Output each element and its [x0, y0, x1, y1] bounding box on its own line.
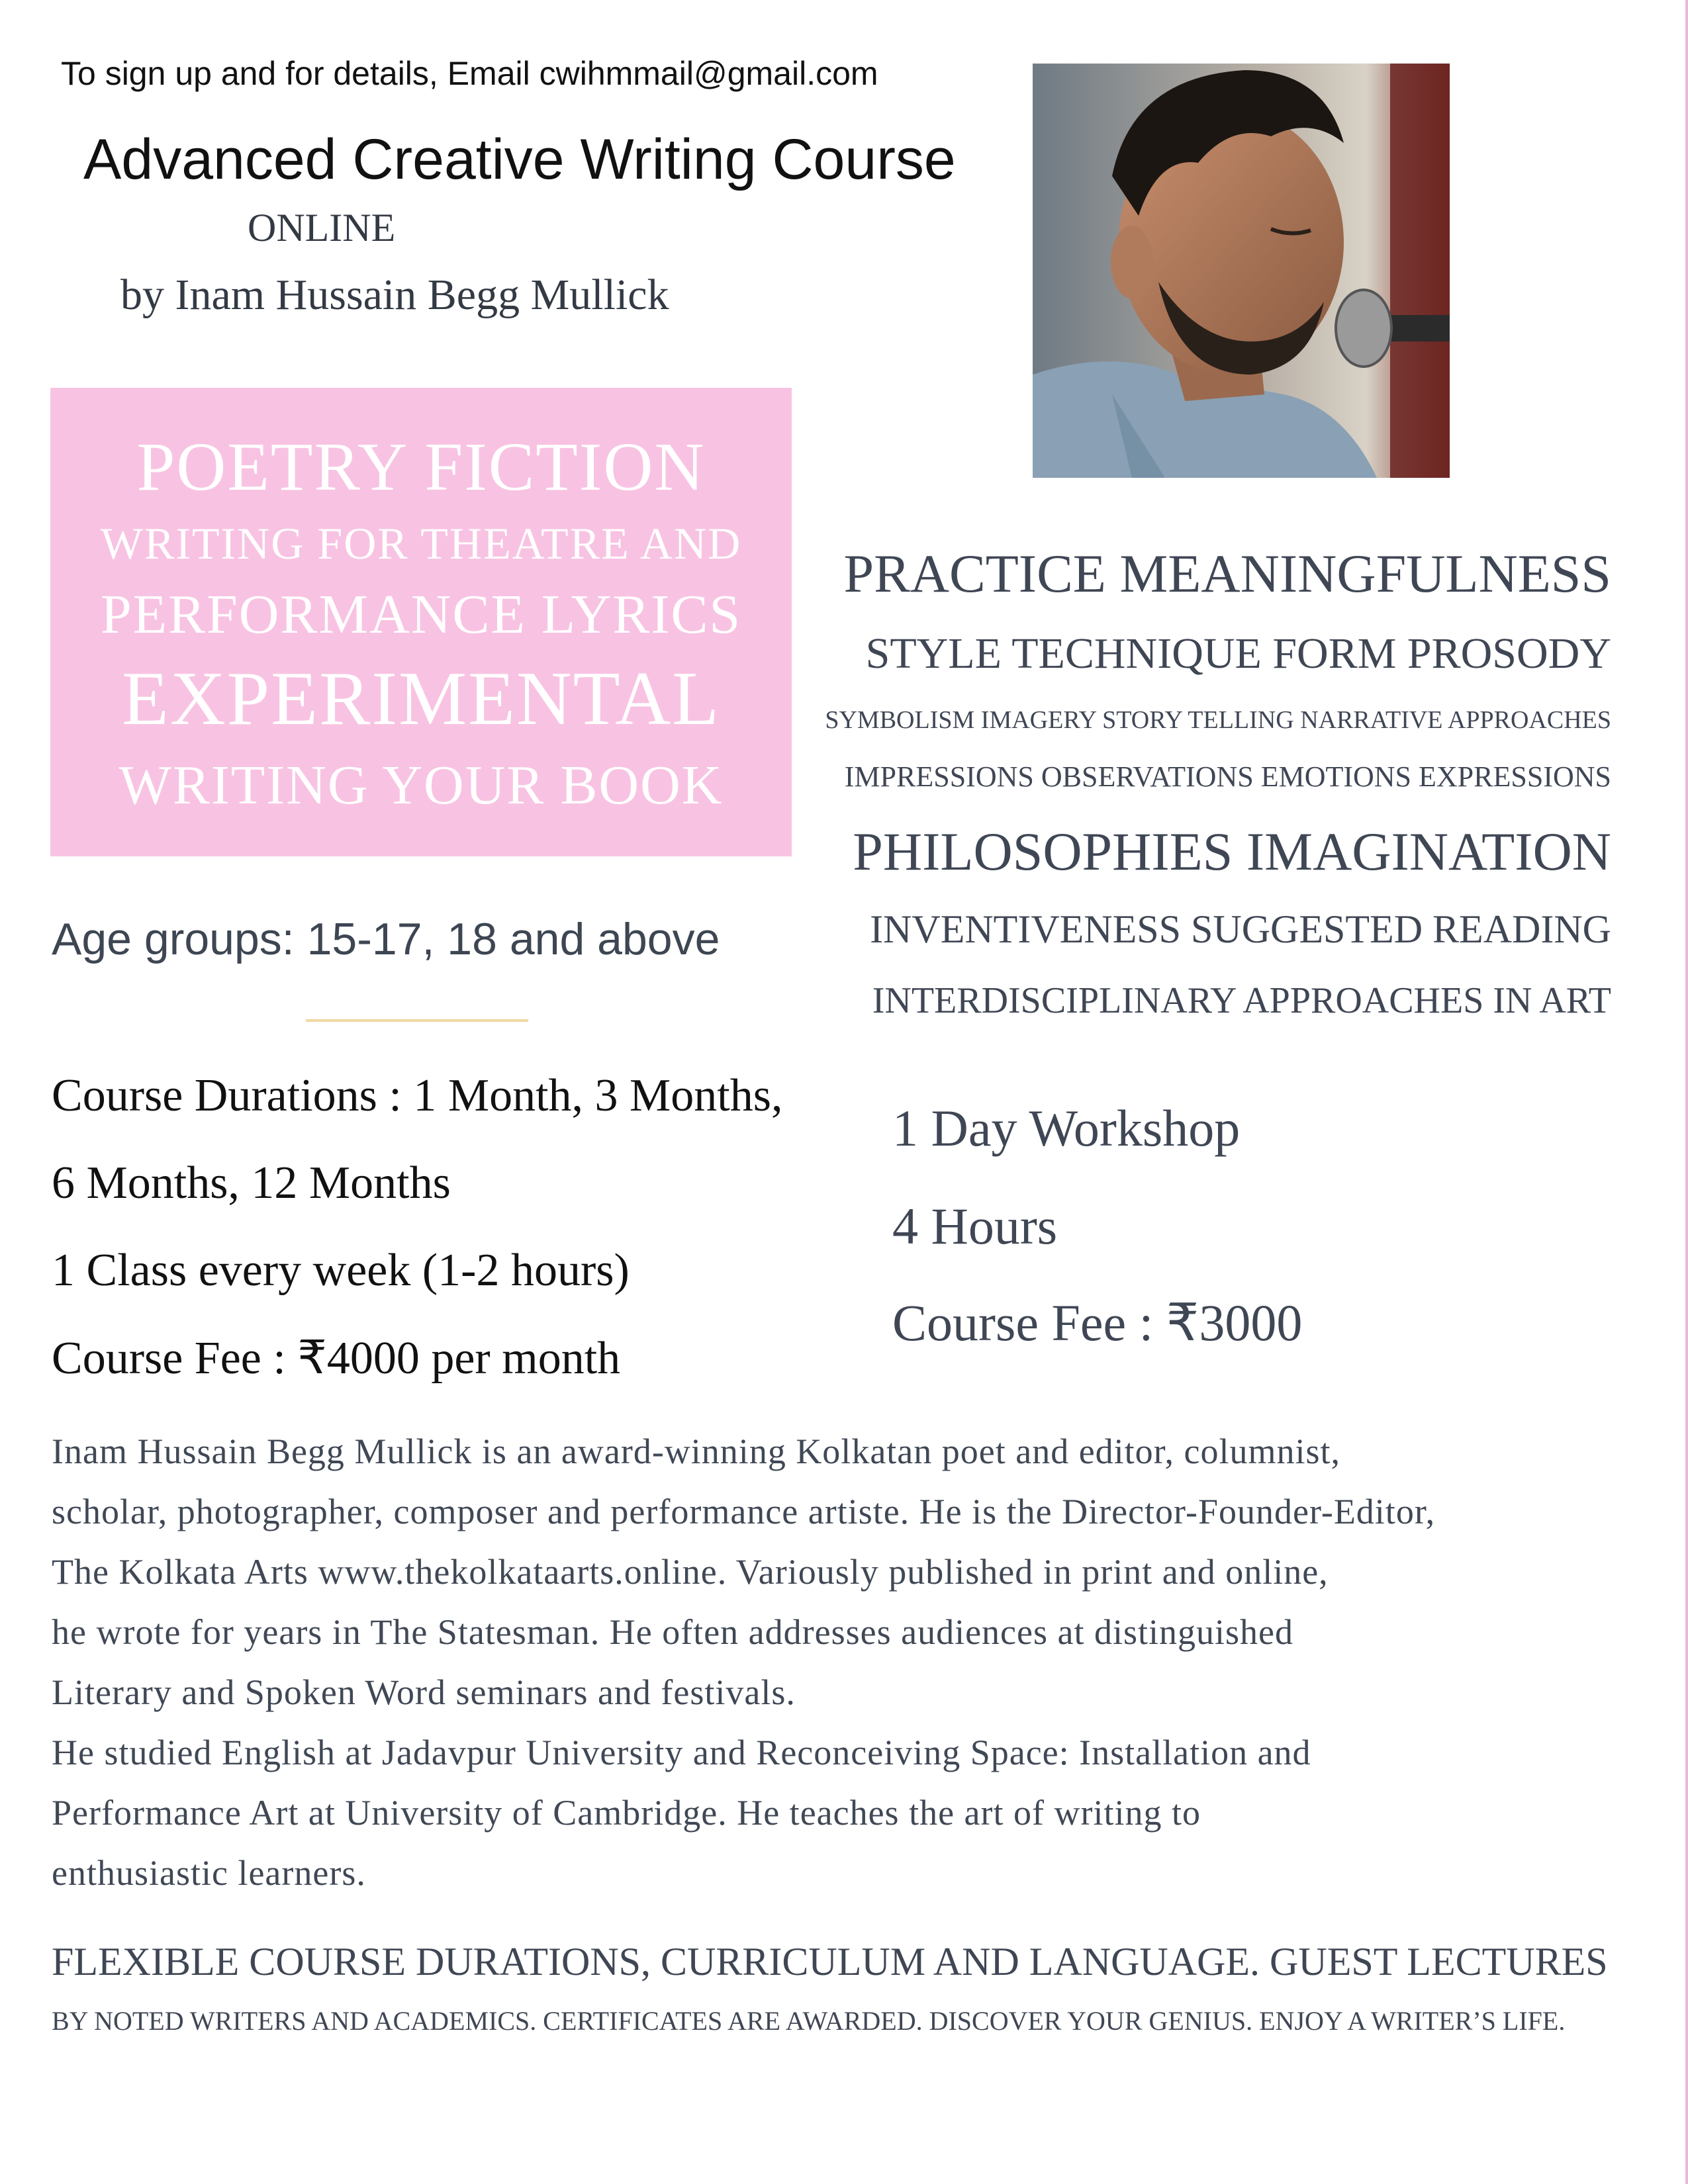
topic-line: IMPRESSIONS OBSERVATIONS EMOTIONS EXPRESSIONS	[844, 760, 1611, 793]
course-durations: Course Durations : 1 Month, 3 Months,	[52, 1070, 783, 1121]
course-fee: Course Fee : ₹4000 per month	[52, 1333, 621, 1384]
page-edge-line	[1685, 0, 1688, 2184]
genres-line: WRITING YOUR BOOK	[118, 754, 724, 816]
genres-line: PERFORMANCE LYRICS	[100, 584, 742, 645]
divider	[306, 1019, 528, 1022]
mode-label: ONLINE	[248, 206, 396, 250]
bio-line: scholar, photographer, composer and performance artiste. He is the Director-Founder-Editor,	[52, 1492, 1436, 1531]
footer-line: FLEXIBLE COURSE DURATIONS, CURRICULUM AND LANGUAGE. GUEST LECTURES	[52, 1940, 1608, 1983]
author-byline: by Inam Hussain Begg Mullick	[120, 271, 669, 319]
workshop-title: 1 Day Workshop	[892, 1099, 1241, 1157]
bio-line: Performance Art at University of Cambridge. He teaches the art of writing to	[52, 1793, 1201, 1833]
signup-text: To sign up and for details, Email cwihmmail@gmail.com	[61, 55, 878, 92]
topic-line: INVENTIVENESS SUGGESTED READING	[870, 907, 1611, 951]
bio-line: Inam Hussain Begg Mullick is an award-winning Kolkatan poet and editor, columnist,	[52, 1432, 1340, 1471]
footer-line: BY NOTED WRITERS AND ACADEMICS. CERTIFICATES ARE AWARDED. DISCOVER YOUR GENIUS. ENJOY A WRITER’S LIFE.	[52, 2006, 1566, 2036]
bio-line: he wrote for years in The Statesman. He often addresses audiences at distinguished	[52, 1612, 1293, 1652]
course-classes: 1 Class every week (1-2 hours)	[52, 1245, 630, 1296]
genres-box	[50, 388, 792, 856]
author-bio	[52, 1422, 1680, 1903]
workshop-hours: 4 Hours	[892, 1197, 1058, 1255]
author-photo	[1033, 64, 1450, 478]
bio-line: The Kolkata Arts www.thekolkataarts.online. Variously published in print and online,	[52, 1552, 1329, 1592]
genres-line: EXPERIMENTAL	[122, 657, 720, 741]
age-groups: Age groups: 15-17, 18 and above	[52, 914, 720, 964]
topic-line: SYMBOLISM IMAGERY STORY TELLING NARRATIVE APPROACHES	[825, 706, 1611, 734]
topic-line: PHILOSOPHIES IMAGINATION	[853, 821, 1611, 882]
page-title: Advanced Creative Writing Course	[83, 128, 956, 191]
topic-line: INTERDISCIPLINARY APPROACHES IN ART	[872, 980, 1611, 1021]
genres-line: POETRY FICTION	[136, 429, 706, 505]
bio-line: Literary and Spoken Word seminars and festivals.	[52, 1672, 796, 1712]
bio-line: enthusiastic learners.	[52, 1853, 366, 1893]
topic-line: PRACTICE MEANINGFULNESS	[843, 543, 1611, 604]
course-durations-cont: 6 Months, 12 Months	[52, 1158, 451, 1208]
bio-line: He studied English at Jadavpur University and Reconceiving Space: Installation and	[52, 1733, 1311, 1772]
workshop-fee: Course Fee : ₹3000	[892, 1294, 1303, 1351]
genres-line: WRITING FOR THEATRE AND	[100, 518, 742, 569]
topic-line: STYLE TECHNIQUE FORM PROSODY	[865, 629, 1611, 678]
